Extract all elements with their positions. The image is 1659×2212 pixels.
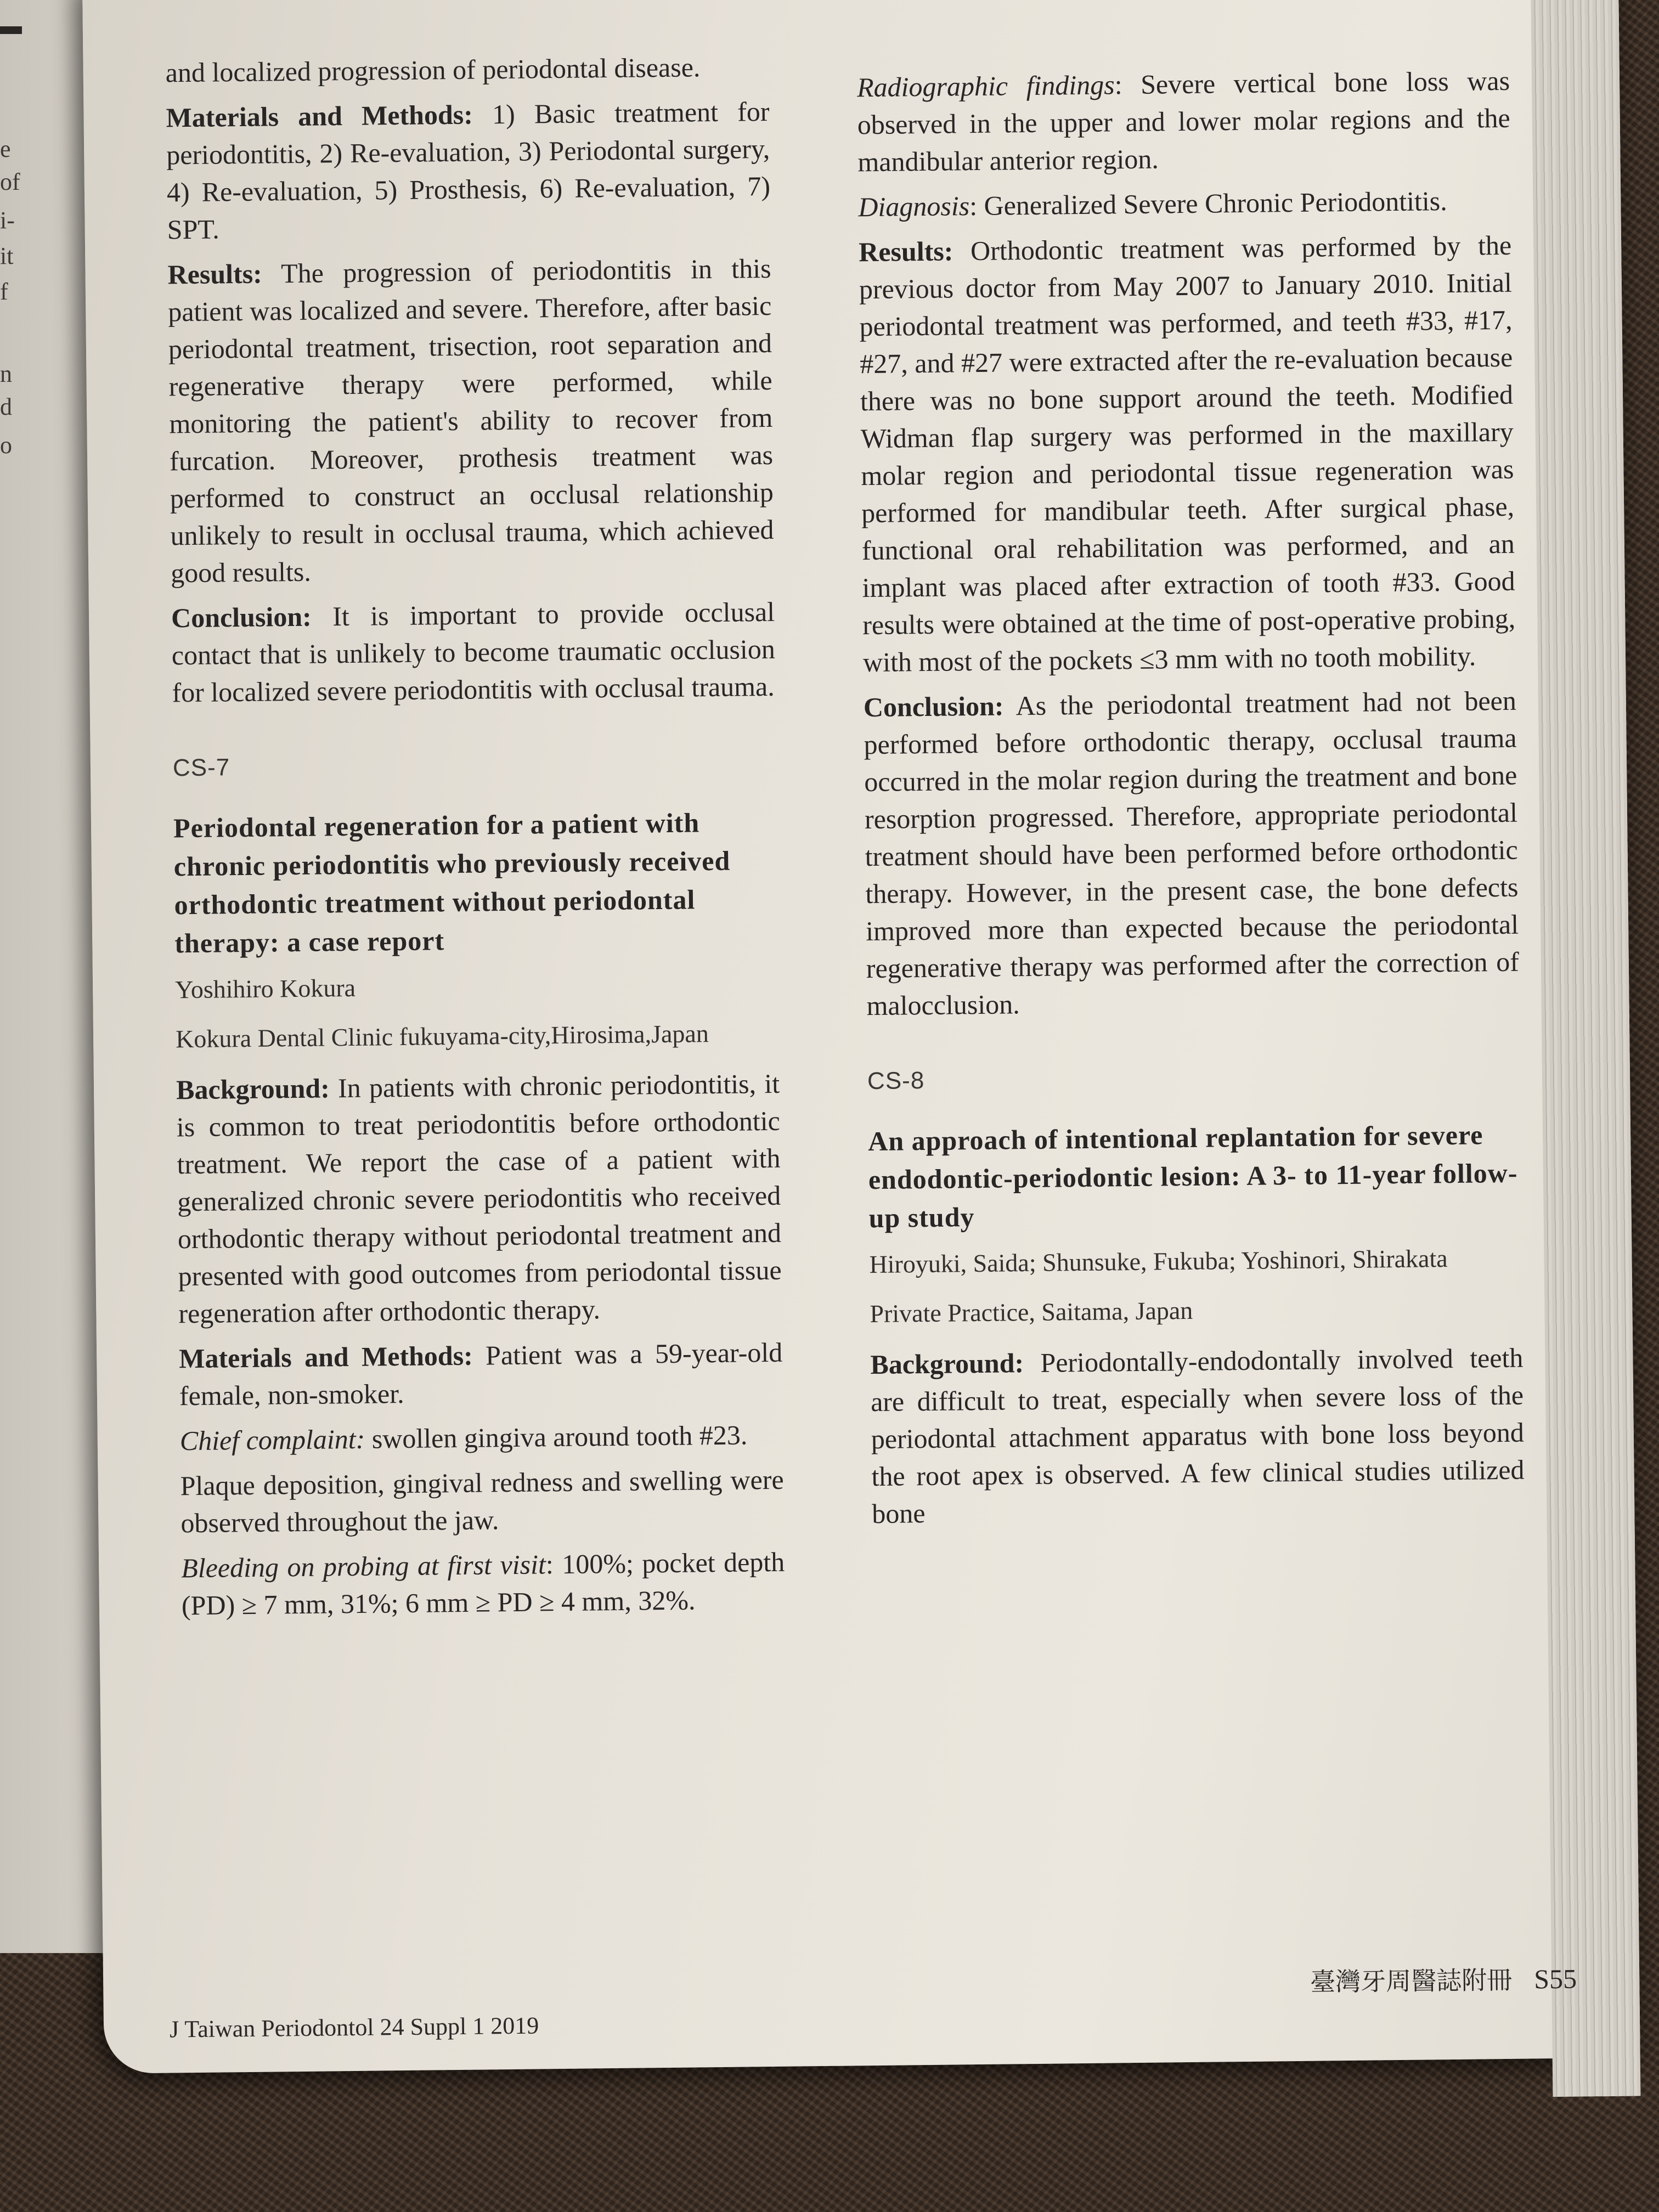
previous-page-fragment: i- — [0, 207, 15, 234]
section-label: Materials and Methods: — [178, 1340, 473, 1374]
previous-page-fragment: d — [0, 393, 12, 420]
cs7-bleeding — [181, 1543, 785, 1624]
page-number: S55 — [1533, 1963, 1577, 1995]
cs7-results — [859, 227, 1516, 681]
cs6-intro-line: and localized progression of periodontal disease. — [165, 52, 701, 88]
previous-page-rule — [0, 26, 22, 34]
section-text: swollen gingiva around tooth #23. — [364, 1419, 748, 1454]
journal-citation: J Taiwan Periodontol 24 Suppl 1 2019 — [169, 2012, 539, 2043]
previous-page-fragment: of — [0, 168, 20, 195]
section-label: Background: — [870, 1347, 1024, 1380]
left-column — [165, 48, 785, 1632]
previous-page-fragment: e — [0, 136, 11, 162]
section-text: It is important to provide occlusal contact that is unlikely to become traumatic occlusion for localized severe periodontitis with occlusal trauma. — [171, 596, 776, 708]
cs8-background — [870, 1339, 1525, 1532]
cs6-results — [167, 250, 774, 591]
previous-page-fragment: f — [0, 278, 8, 305]
cs6-conclusion — [171, 593, 776, 712]
case-affiliation: Kokura Dental Clinic fukuyama-city,Hirosima,Japan — [175, 1019, 709, 1053]
section-text: The progression of periodontitis in this patient was localized and severe. Therefore, after basic periodontal treatment, trisection, root separation and regenerative therapy were performed, while monitoring the patient's ability to recover from furcation. Moreover, prothesis treatment was performed to construct an occlusal relationship unlikely to result in occlusal trauma, which achieved good results. — [167, 252, 774, 589]
cs7-methods — [179, 1334, 783, 1415]
cs7-chief-complaint — [179, 1416, 783, 1460]
case-title: Periodontal regeneration for a patient with chronic periodontitis who previously received orthodontic treatment without periodontal therapy: a case report — [173, 807, 731, 959]
case-affiliation: Private Practice, Saitama, Japan — [870, 1296, 1193, 1328]
section-label: Conclusion: — [171, 601, 312, 634]
section-label: Materials and Methods: — [166, 99, 473, 133]
case-authors: Hiroyuki, Saida; Shunsuke, Fukuba; Yoshinori, Shirakata — [869, 1244, 1448, 1279]
section-label: Results: — [858, 235, 953, 268]
case-id: CS-7 — [172, 754, 230, 782]
section-label: Radiographic findings — [856, 69, 1115, 103]
section-label: Background: — [176, 1073, 330, 1105]
page-footer — [1310, 1960, 1577, 1999]
section-text: In patients with chronic periodontitis, it is common to treat periodontitis before orthodontic treatment. We report the case of a patient with generalized chronic severe periodontitis who received orthodontic therapy without periodontal treatment and presented with good outcomes from periodontal tissue regeneration after orthodontic therapy. — [176, 1068, 782, 1329]
cs6-methods — [166, 93, 771, 249]
section-text: Patient was a 59-year-old female, non-smoker. — [179, 1336, 783, 1412]
section-text: 1) Basic treatment for periodontitis, 2) Re-evaluation, 3) Periodontal surgery, 4) Re-evaluation, 5) Prosthesis, 6) Re-evaluation, 7) SPT. — [166, 95, 771, 245]
cs7-conclusion — [864, 682, 1520, 1024]
section-text: Orthodontic treatment was performed by the previous doctor from May 2007 to January 2010. Initial periodontal treatment was performed, and teeth #33, #17, #27, and #27 were extracted after the re-evaluation because there was no bone support around the teeth. Modified Widman flap surgery was performed in the maxillary molar region and periodontal tissue regeneration was performed for mandibular teeth. After surgical phase, functional oral rehabilitation was performed, and an implant was placed after extraction of tooth #33. Good results were obtained at the time of post-operative probing, with most of the pockets ≤3 mm with no tooth mobility. — [859, 229, 1516, 678]
section-text: : Generalized Severe Chronic Periodontitis. — [969, 185, 1447, 222]
cs7-plaque: Plaque deposition, gingival redness and swelling were observed throughout the jaw. — [180, 1464, 784, 1539]
journal-page — [82, 0, 1640, 2074]
right-column — [857, 62, 1525, 1540]
previous-page-fragment: o — [0, 432, 12, 459]
section-label: Chief complaint: — [179, 1423, 365, 1457]
case-author: Yoshihiro Kokura — [174, 973, 356, 1004]
section-label: Conclusion: — [863, 690, 1004, 723]
cs7-background — [176, 1065, 782, 1332]
section-text: : Severe vertical bone loss was observed in the upper and lower molar regions and the mandibular anterior region. — [857, 65, 1510, 178]
section-label: Diagnosis — [858, 190, 970, 223]
previous-page-fragment: n — [0, 360, 12, 387]
section-label: Bleeding on probing at first visit — [180, 1549, 546, 1584]
section-text: As the periodontal treatment had not been performed before orthodontic therapy, occlusal trauma occurred in the molar region during the treatment and bone resorption progressed. Therefore, appropriate periodontal treatment should have been performed before orthodontic therapy. However, in the present case, the bone defects improved more than expected because the periodontal regenerative therapy was performed after the correction of malocclusion. — [864, 685, 1520, 1022]
section-label: Results: — [167, 258, 263, 290]
case-id: CS-8 — [867, 1067, 925, 1095]
cs7-diagnosis — [858, 182, 1511, 225]
cs7-radiographic — [857, 62, 1511, 180]
journal-name-chinese: 臺灣牙周醫誌附冊 — [1310, 1965, 1513, 1997]
section-text: Periodontally-endodontally involved teeth are difficult to treat, especially when severe loss of the periodontal attachment apparatus with bone loss beyond the root apex is observed. A few clinical studies utilized bone — [870, 1342, 1525, 1530]
previous-page-fragment: it — [0, 242, 14, 269]
case-title: An approach of intentional replantation for severe endodontic-periodontic lesion: A 3- to 11-year follow-up study — [867, 1119, 1518, 1234]
section-text: : 100%; pocket depth (PD) ≥ 7 mm, 31%; 6 mm ≥ PD ≥ 4 mm, 32%. — [181, 1546, 785, 1621]
